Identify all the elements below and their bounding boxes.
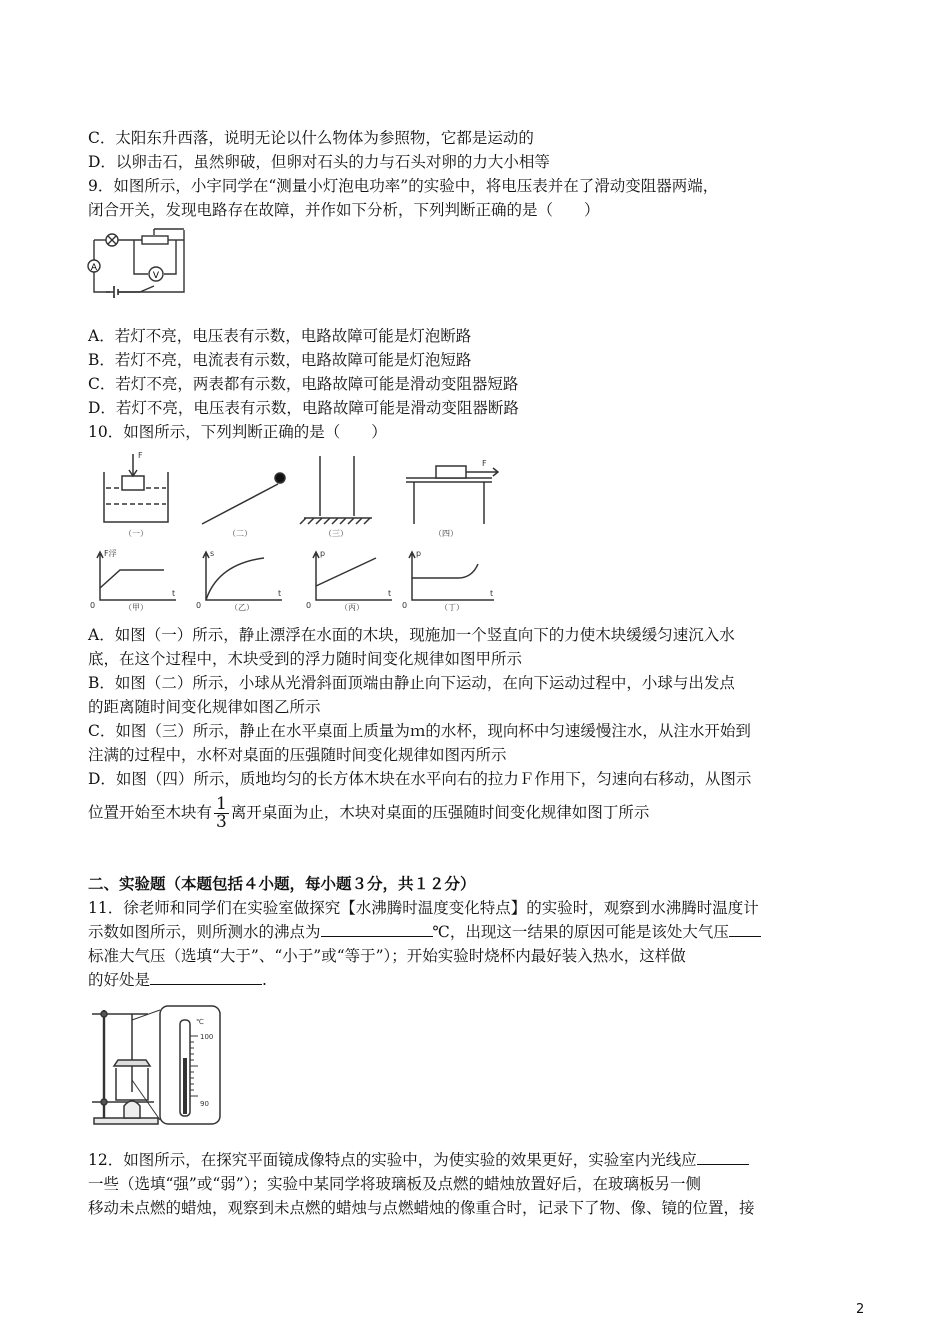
graph-bing-origin: 0 [306, 601, 312, 610]
caption-top-4: （四） [434, 529, 458, 538]
q10-option-b-line1: B．如图（二）所示，小球从光滑斜面顶端由静止向下运动，在向下运动过程中，小球与出发点 [88, 674, 735, 692]
q10-option-b-line2: 的距离随时间变化规律如图乙所示 [88, 698, 321, 716]
graph-yi-xlabel: t [278, 589, 282, 598]
q11-line2-mid: ℃，出现这一结果的原因可能是该处大气压 [432, 923, 729, 941]
graph-yi-ylabel: s [210, 549, 215, 558]
thermometer-top-mark: 100 [200, 1033, 214, 1041]
q11-line1: 11．徐老师和同学们在实验室做探究【水沸腾时温度变化特点】的实验时，观察到水沸腾时温度计 [88, 899, 759, 917]
q10-d2-after: 离开桌面为止，木块对桌面的压强随时间变化规律如图丁所示 [230, 803, 650, 822]
graph-jia-ylabel: F浮 [104, 549, 117, 558]
force-label: F [138, 451, 143, 460]
graph-ding-curve [412, 564, 478, 578]
q11-line2 [88, 920, 761, 944]
section-title: 二、实验题（本题包括４小题，每小题３分，共１２分） [88, 874, 476, 893]
caption-top-2: （二） [228, 529, 252, 538]
q8-option-d: D．以卵击石，虽然卵破，但卵对石头的力与石头对卵的力大小相等 [88, 153, 550, 171]
q12-line3: 移动未点燃的蜡烛，观察到未点燃的蜡烛与点燃蜡烛的像重合时，记录下了物、像、镜的位置，接 [88, 1199, 755, 1217]
graph-ding-ylabel: p [416, 549, 422, 558]
caption-bottom-1: （甲） [124, 603, 148, 612]
cup-icon [320, 456, 354, 516]
q9-option-d: D．若灯不亮，电压表有示数，电路故障可能是滑动变阻器断路 [88, 399, 519, 417]
voltmeter-label: V [152, 271, 160, 281]
graph-jia-xlabel: t [172, 589, 176, 598]
stand-base-icon [94, 1118, 158, 1124]
q12-line2: 一些（选填“强”或“弱”）；实验中某同学将玻璃板及点燃的蜡烛放置好后，在玻璃板另一侧 [88, 1175, 701, 1193]
thermometer-unit: ℃ [196, 1018, 204, 1026]
q11-line2-before: 示数如图所示，则所测水的沸点为 [88, 923, 321, 941]
q8-option-c: C．太阳东升西落，说明无论以什么物体为参照物，它都是运动的 [88, 129, 534, 147]
q10-option-c-line1: C．如图（三）所示，静止在水平桌面上质量为ｍ的水杯，现向杯中匀速缓慢注水，从注水开始到 [88, 722, 751, 740]
q12-line1 [88, 1148, 749, 1172]
graph-bing-ylabel: p [320, 549, 326, 558]
q10-option-c-line2: 注满的过程中，水杯对桌面的压强随时间变化规律如图丙所示 [88, 746, 507, 764]
graph-ding-xlabel: t [490, 589, 494, 598]
q9-option-c: C．若灯不亮，两表都有示数，电路故障可能是滑动变阻器短路 [88, 375, 519, 393]
one-third-fraction [214, 796, 229, 831]
q10-d2-before: 位置开始至木块有 [88, 803, 213, 822]
q10-option-a-line1: A．如图（一）所示，静止漂浮在水面的木块，现施加一个竖直向下的力使木块缓缓匀速沉入水 [88, 626, 735, 644]
q11-boiling-apparatus-figure [88, 1000, 228, 1132]
q11-line4-after: . [262, 971, 267, 989]
graph-jia-curve [100, 570, 164, 588]
q10-option-d-line2 [88, 796, 649, 831]
caption-top-3: （三） [324, 529, 348, 538]
incline-icon [202, 484, 278, 524]
graph-bing-curve [316, 558, 376, 586]
q9-circuit-figure [84, 226, 194, 302]
q11-line4-before: 的好处是 [88, 971, 151, 989]
benefit-blank[interactable] [150, 968, 262, 985]
pressure-blank[interactable] [729, 920, 761, 937]
q9-option-a: A．若灯不亮，电压表有示数，电路故障可能是灯泡断路 [88, 327, 472, 345]
q10-option-a-line2: 底，在这个过程中，木块受到的浮力随时间变化规律如图甲所示 [88, 650, 523, 668]
fraction-numerator: 1 [216, 794, 227, 814]
graph-yi-origin: 0 [196, 601, 202, 610]
graph-jia-origin: 0 [90, 601, 96, 610]
boiling-point-blank[interactable] [321, 920, 433, 937]
graph-ding-origin: 0 [402, 601, 408, 610]
ammeter-label: A [90, 263, 98, 273]
fraction-denominator: 3 [216, 812, 227, 832]
caption-bottom-3: （丙） [340, 603, 364, 612]
ball-icon [275, 473, 285, 483]
light-blank[interactable] [697, 1148, 749, 1165]
q9-stem-line1: 9．如图所示，小宇同学在“测量小灯泡电功率”的实验中，将电压表并在了滑动变阻器两端， [88, 177, 719, 195]
q10-option-d-line1: D．如图（四）所示，质地均匀的长方体木块在水平向右的拉力Ｆ作用下，匀速向右移动，从图示 [88, 770, 752, 788]
force-label-4: F [482, 459, 487, 468]
rheostat-icon [142, 236, 168, 244]
caption-bottom-2: （乙） [230, 603, 254, 612]
thermometer-bottom-mark: 90 [200, 1100, 209, 1108]
q10-stem: 10．如图所示，下列判断正确的是（ ） [88, 423, 387, 441]
graph-bing-xlabel: t [388, 589, 392, 598]
q9-option-b: B．若灯不亮，电流表有示数，电路故障可能是灯泡短路 [88, 351, 472, 369]
caption-top-1: （一） [124, 529, 148, 538]
page-number: 2 [856, 1302, 865, 1317]
caption-bottom-4: （丁） [440, 603, 464, 612]
q9-stem-line2: 闭合开关，发现电路存在故障，并作如下分析，下列判断正确的是（ ） [88, 201, 600, 219]
q11-line3: 标准大气压（选填“大于”、“小于”或“等于”）；开始实验时烧杯内最好装入热水，这样做 [88, 947, 686, 965]
q12-line1-text: 12．如图所示，在探究平面镜成像特点的实验中，为使实验的效果更好，实验室内光线应 [88, 1151, 697, 1169]
graph-yi-curve [206, 558, 264, 600]
long-block-icon [436, 466, 466, 478]
wood-block-icon [122, 476, 144, 490]
burner-icon [124, 1101, 140, 1118]
q10-figure [90, 446, 524, 612]
q11-line4 [88, 968, 267, 992]
